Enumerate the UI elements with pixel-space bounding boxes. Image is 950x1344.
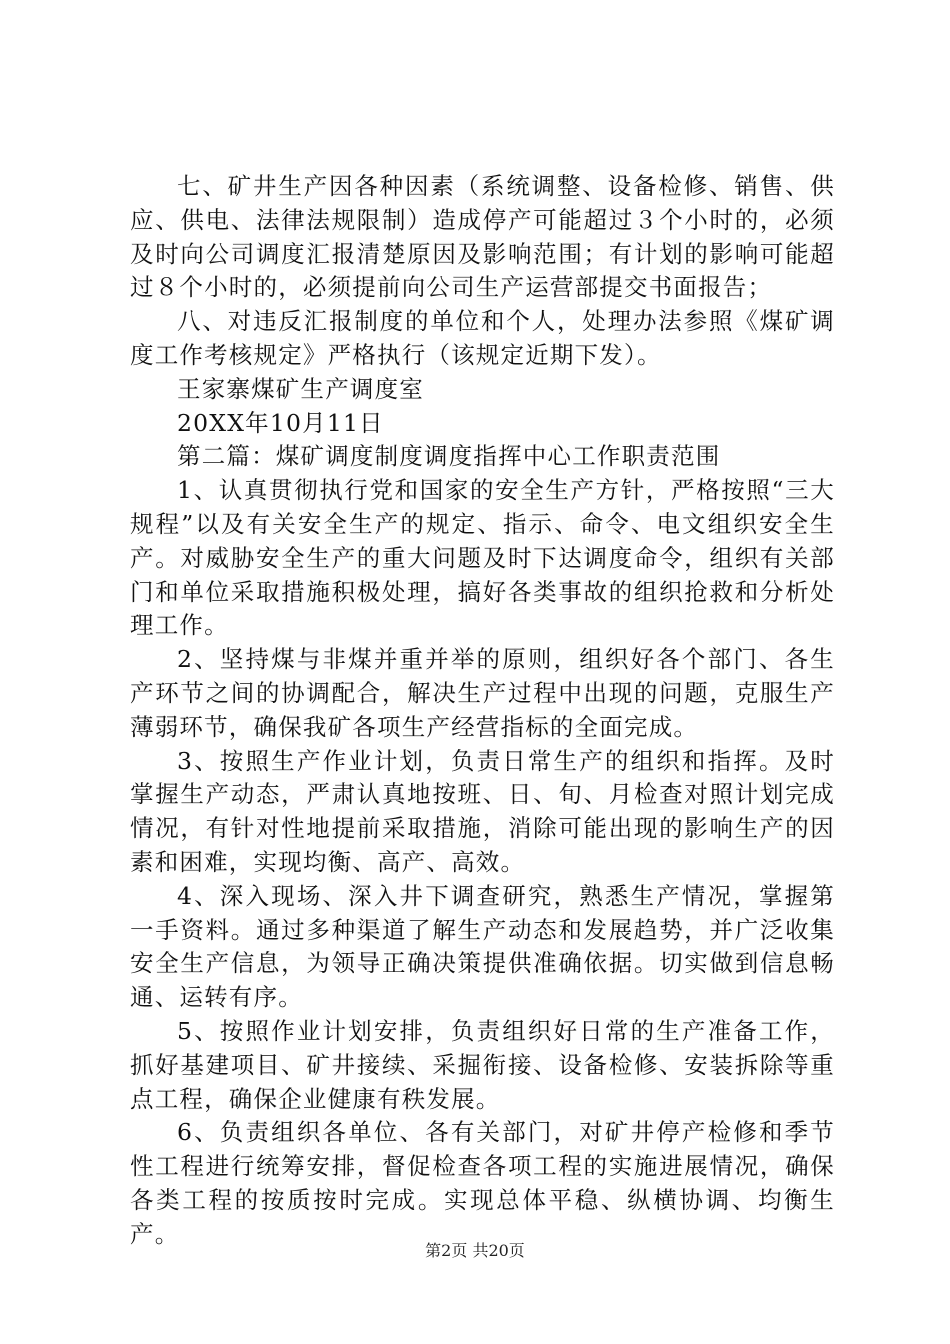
- duty-item-5: 5、按照作业计划安排，负责组织好日常的生产准备工作，抓好基建项目、矿井接续、采掘衔接、设备检修、安装拆除等重点工程，确保企业健康有秩发展。: [130, 1016, 835, 1113]
- duty-item-6: 6、负责组织各单位、各有关部门，对矿井停产检修和季节性工程进行统筹安排，督促检查各项工程的实施进展情况，确保各类工程的按质按时完成。实现总体平稳、纵横协调、均衡生产。: [130, 1118, 835, 1248]
- paragraph-seven: 七、矿井生产因各种因素（系统调整、设备检修、销售、供应、供电、法律法规限制）造成停产可能超过３个小时的，必须及时向公司调度汇报清楚原因及影响范围；有计划的影响可能超过８个小时的，必须提前向公司生产运营部提交书面报告；: [130, 172, 835, 302]
- document-body: [130, 170, 835, 1252]
- paragraph-eight: 八、对违反汇报制度的单位和个人，处理办法参照《煤矿调度工作考核规定》严格执行（该规定近期下发）。: [130, 307, 835, 369]
- section-title: 第二篇：煤矿调度制度调度指挥中心工作职责范围: [177, 442, 721, 471]
- signature-org: 王家寨煤矿生产调度室: [177, 374, 424, 403]
- duty-item-3: 3、按照生产作业计划，负责日常生产的组织和指挥。及时掌握生产动态，严肃认真地按班、日、旬、月检查对照计划完成情况，有针对性地提前采取措施，消除可能出现的影响生产的因素和困难，实现均衡、高产、高效。: [130, 746, 835, 876]
- page-footer: 第2页 共20页: [425, 1241, 525, 1260]
- signature-date: 20XX年10月11日: [177, 408, 384, 437]
- duty-item-4: 4、深入现场、深入井下调查研究，熟悉生产情况，掌握第一手资料。通过多种渠道了解生产动态和发展趋势，并广泛收集安全生产信息，为领导正确决策提供准确依据。切实做到信息畅通、运转有序。: [130, 881, 835, 1012]
- duty-item-1: 1、认真贯彻执行党和国家的安全生产方针，严格按照“三大规程”以及有关安全生产的规定、指示、命令、电文组织安全生产。对威胁安全生产的重大问题及时下达调度命令，组织有关部门和单位采取措施积极处理，搞好各类事故的组织抢救和分析处理工作。: [130, 476, 835, 640]
- duty-item-2: 2、坚持煤与非煤并重并举的原则，组织好各个部门、各生产环节之间的协调配合，解决生产过程中出现的问题，克服生产薄弱环节，确保我矿各项生产经营指标的全面完成。: [130, 645, 835, 741]
